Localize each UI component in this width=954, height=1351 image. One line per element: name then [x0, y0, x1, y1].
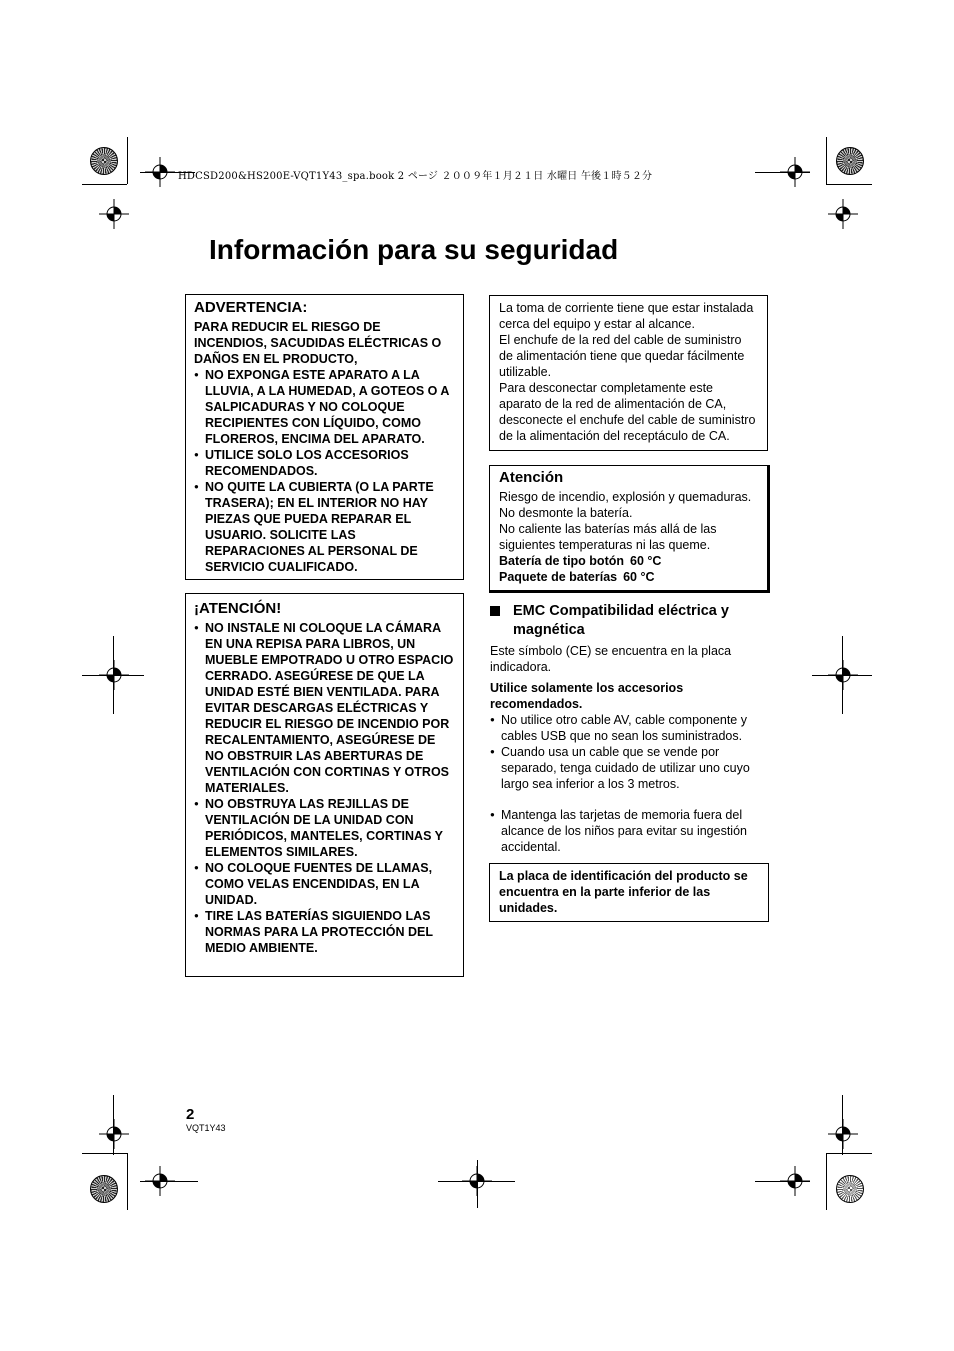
- crop-line: [127, 1153, 128, 1210]
- emc-list-2: [490, 807, 770, 855]
- atencion-caps-heading: ¡ATENCIÓN!: [194, 600, 282, 617]
- crosshair-icon: [828, 1119, 858, 1149]
- registration-rosette-icon: [836, 1175, 864, 1203]
- crosshair-icon: [828, 199, 858, 229]
- crop-line: [842, 1095, 843, 1155]
- emc-heading-text: EMC Compatibilidad eléctrica y magnética: [513, 603, 729, 638]
- crop-line: [82, 184, 127, 185]
- atencion-paragraph: Riesgo de incendio, explosión y quemaduras. No desmonte la batería.: [499, 490, 752, 520]
- power-supply-box: [489, 295, 768, 451]
- list-item: ● NO OBSTRUYA LAS REJILLAS DE VENTILACIÓN DE LA UNIDAD CON PERIÓDICOS, MANTELES, CORTINAS Y ELEMENTOS SIMILARES.: [194, 796, 455, 860]
- crop-line: [755, 172, 810, 173]
- list-item: ● Cuando usa un cable que se vende por separado, tenga cuidado de utilizar uno cuyo largo sea inferior a los 3 metros.: [490, 744, 770, 792]
- crop-line: [826, 137, 827, 184]
- crop-line: [812, 675, 872, 676]
- temperature-label: Batería de tipo botón: [499, 554, 624, 568]
- atencion-content: [499, 489, 758, 553]
- list-item: ● No utilice otro cable AV, cable componente y cables USB que no sean los suministrados.: [490, 712, 770, 744]
- square-bullet-icon: [490, 606, 500, 616]
- power-paragraph: Para desconectar completamente este aparato de la red de alimentación de CA, desconecte el enchufe del cable de suministro de la alimentación del receptáculo de CA.: [499, 381, 756, 443]
- atencion-caps-content: [194, 620, 455, 956]
- crosshair-icon: [99, 199, 129, 229]
- emc-list: [490, 712, 770, 792]
- crosshair-icon: [99, 1119, 129, 1149]
- list-item: ● UTILICE SOLO LOS ACCESORIOS RECOMENDADOS.: [194, 447, 455, 479]
- model-code: VQT1Y43: [186, 1123, 226, 1133]
- list-item: ● TIRE LAS BATERÍAS SIGUIENDO LAS NORMAS PARA LA PROTECCIÓN DEL MEDIO AMBIENTE.: [194, 908, 455, 956]
- atencion-caps-list: [194, 620, 455, 956]
- registration-rosette-icon: [90, 147, 118, 175]
- crop-line: [755, 1181, 810, 1182]
- temperature-row: [499, 553, 758, 569]
- list-item: ● NO INSTALE NI COLOQUE LA CÁMARA EN UNA REPISA PARA LIBROS, UN MUEBLE EMPOTRADO U OTRO ESPACIO CERRADO. ASEGÚRESE DE QUE LA UNIDAD ESTÉ BIEN VENTILADA. PARA EVITAR DESCARGAS ELÉCTRICAS Y REDUCIR EL RIESGO DE INCENDIO POR RECALENTAMIENTO, ASEGÚRESE DE NO OBSTRUIR LAS ABERTURAS DE VENTILACIÓN CON CORTINAS Y OTROS MATERIALES.: [194, 620, 455, 796]
- power-paragraph: El enchufe de la red del cable de suministro de alimentación tiene que quedar fácilmente utilizable.: [499, 333, 745, 379]
- list-item: ● NO COLOQUE FUENTES DE LLAMAS, COMO VELAS ENCENDIDAS, EN LA UNIDAD.: [194, 860, 455, 908]
- crop-line: [82, 675, 144, 676]
- page-number: 2: [186, 1106, 195, 1123]
- registration-rosette-icon: [90, 1175, 118, 1203]
- advertencia-list: [194, 367, 455, 575]
- emc-body: [490, 643, 770, 855]
- emc-intro: Este símbolo (CE) se encuentra en la placa indicadora.: [490, 644, 732, 674]
- crop-line: [477, 1160, 478, 1208]
- crop-line: [140, 1181, 198, 1182]
- list-item: ● NO EXPONGA ESTE APARATO A LA LLUVIA, A LA HUMEDAD, A GOTEOS O A SALPICADURAS Y NO COLOQUE RECIPIENTES CON LÍQUIDO, COMO FLOREROS, ENCIMA DEL APARATO.: [194, 367, 455, 447]
- emc-heading: [490, 602, 770, 640]
- atencion-box: [489, 465, 770, 593]
- page-title: Información para su seguridad: [209, 234, 619, 265]
- power-paragraph: La toma de corriente tiene que estar instalada cerca del equipo y estar al alcance.: [499, 301, 754, 331]
- advertencia-box: [185, 294, 464, 580]
- id-plate-box: [489, 863, 769, 922]
- crop-line: [826, 1153, 827, 1210]
- list-item: ● NO QUITE LA CUBIERTA (O LA PARTE TRASERA); EN EL INTERIOR NO HAY PIEZAS QUE PUEDA REPARAR EL USUARIO. SOLICITE LAS REPARACIONES AL PERSONAL DE SERVICIO CUALIFICADO.: [194, 479, 455, 575]
- advertencia-heading: ADVERTENCIA:: [194, 299, 308, 316]
- temperature-value: 60 °C: [630, 554, 662, 568]
- registration-rosette-icon: [836, 147, 864, 175]
- id-plate-text: La placa de identificación del producto se encuentra en la parte inferior de las unidades.: [499, 869, 748, 915]
- temperature-value: 60 °C: [623, 570, 655, 584]
- temperature-row: [499, 569, 758, 585]
- crop-line: [826, 184, 872, 185]
- advertencia-intro: PARA REDUCIR EL RIESGO DE INCENDIOS, SACUDIDAS ELÉCTRICAS O DAÑOS EN EL PRODUCTO,: [194, 320, 442, 366]
- crop-line: [113, 1095, 114, 1155]
- atencion-heading: Atención: [499, 469, 564, 486]
- advertencia-content: [194, 319, 455, 575]
- atencion-paragraph: No caliente las baterías más allá de las siguientes temperaturas ni las queme.: [499, 522, 717, 552]
- list-item: ● Mantenga las tarjetas de memoria fuera del alcance de los niños para evitar su ingestión accidental.: [490, 807, 770, 855]
- atencion-caps-box: [185, 593, 464, 977]
- file-info-header: HDCSD200&HS200E-VQT1Y43_spa.book 2 ページ ２００９年１月２１日 水曜日 午後１時５２分: [178, 171, 653, 182]
- temperature-label: Paquete de baterías: [499, 570, 618, 584]
- emc-subheading: Utilice solamente los accesorios recomendados.: [490, 681, 684, 711]
- crop-line: [826, 1153, 872, 1154]
- crop-line: [127, 137, 128, 184]
- crop-line: [82, 1153, 127, 1154]
